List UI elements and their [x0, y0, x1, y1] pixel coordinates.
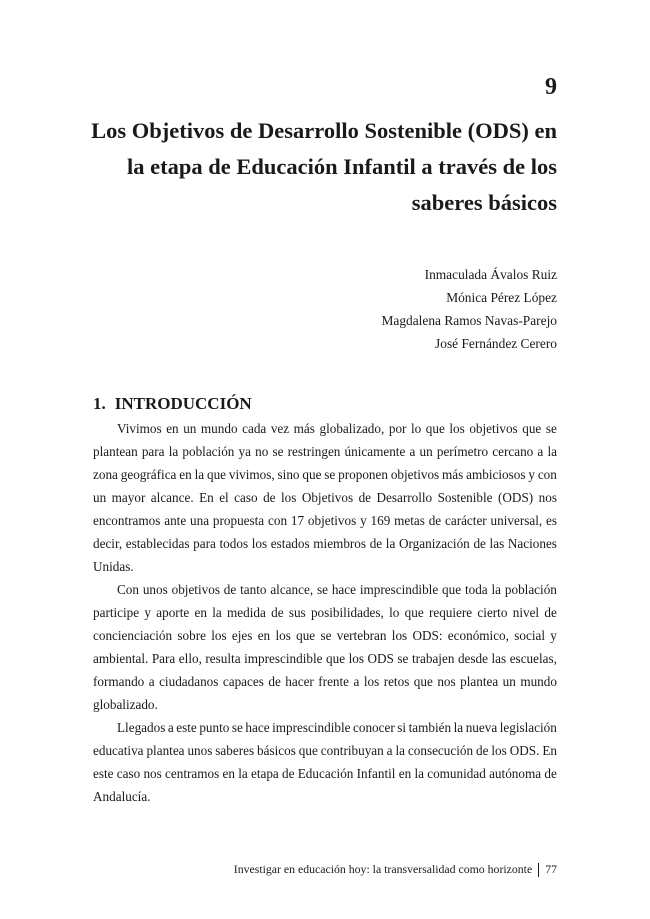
chapter-title [77, 113, 557, 221]
paragraph-line: participe y aporte en la medida de sus posibilidades, lo que requiere cierto nivel de [93, 605, 557, 620]
paragraph-line: concienciación sobre los ejes en los que se vertebran los ODS: económico, social y [93, 628, 557, 643]
running-title: Investigar en educación hoy: la transversalidad como horizonte [233, 862, 533, 876]
paragraph [93, 578, 557, 716]
paragraph-line: zona geográfica en la que vivimos, sino que se proponen objetivos más ambiciosos y con [93, 467, 557, 482]
chapter-title-line: Los Objetivos de Desarrollo Sostenible (ODS) en [91, 118, 557, 143]
paragraph-line: un mayor alcance. En el caso de los Objetivos de Desarrollo Sostenible (ODS) nos [93, 490, 557, 505]
page-number: 77 [545, 862, 557, 876]
author-list [381, 263, 557, 355]
author-name: Inmaculada Ávalos Ruiz [424, 267, 557, 282]
section-title: INTRODUCCIÓN [114, 394, 252, 413]
chapter-number: 9 [545, 74, 557, 100]
paragraph-line: Andalucía. [93, 789, 151, 804]
chapter-title-line: saberes básicos [411, 190, 557, 215]
paragraph-line: decir, establecidas para todos los estados miembros de la Organización de las Naciones [93, 536, 557, 551]
paragraph-line: encontramos ante una propuesta con 17 objetivos y 169 metas de carácter universal, es [93, 513, 557, 528]
paragraph-line: Vivimos en un mundo cada vez más globalizado, por lo que los objetivos que se [117, 421, 557, 436]
author-name: José Fernández Cerero [435, 336, 557, 351]
paragraph [93, 716, 557, 808]
paragraph-line: Llegados a este punto se hace imprescindible conocer si también la nueva legislación [117, 720, 557, 735]
paragraph-line: Con unos objetivos de tanto alcance, se hace imprescindible que toda la población [117, 582, 557, 597]
footer-divider [538, 863, 539, 877]
paragraph-line: ambiental. Para ello, resulta imprescindible que los ODS se trabajen desde las escuelas, [93, 651, 557, 666]
section-number: 1. [93, 394, 106, 413]
paragraph-line: plantean para la población ya no se restringen únicamente a un perímetro cercano a la [93, 444, 557, 459]
section-heading [93, 394, 252, 414]
body-text [93, 417, 557, 808]
author-name: Magdalena Ramos Navas-Parejo [381, 313, 557, 328]
paragraph-line: este caso nos centramos en la etapa de Educación Infantil en la comunidad autónoma de [93, 766, 557, 781]
paragraph-line: formando a ciudadanos capaces de hacer frente a los retos que nos plantea un mundo [93, 674, 557, 689]
chapter-title-line: la etapa de Educación Infantil a través de los [126, 154, 557, 179]
author-name: Mónica Pérez López [446, 290, 557, 305]
paragraph-line: globalizado. [93, 697, 158, 712]
paragraph-line: educativa plantea unos saberes básicos que contribuyan a la consecución de los ODS. En [93, 743, 557, 758]
page-footer [234, 862, 557, 877]
paragraph-line: Unidas. [93, 559, 134, 574]
paragraph [93, 417, 557, 578]
